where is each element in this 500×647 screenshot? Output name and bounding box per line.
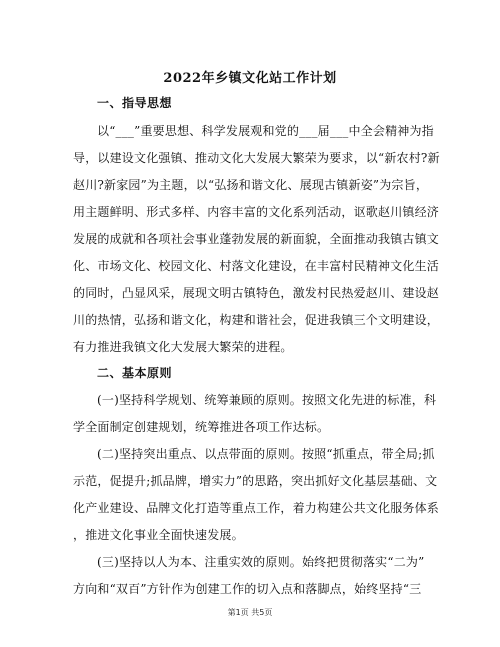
paragraph-line: (三)坚持以人为本、注重实效的原则。始终把贯彻落实“二为” [97,555,425,569]
paragraph-line: (二)坚持突出重点、以点带面的原则。按照“抓重点，带全局;抓 [97,447,435,461]
paragraph-line: ，推进文化事业全面快速发展。 [73,528,244,542]
paragraph-line: 发展的成就和各项社会事业蓬勃发展的新面貌，全面推动我镇古镇文 [73,232,440,246]
paragraph-line: 的同时，凸显风采，展现文明古镇特色，激发村民热爱赵川、建设赵 [73,286,440,300]
paragraph-line: (一)坚持科学规划、统筹兼顾的原则。按照文化先进的标准，科 [97,393,437,407]
section-heading-guiding-ideology: 一、指导思想 [97,96,173,110]
paragraph-line: 示范，促提升;抓品牌，增实力”的思路，突出抓好文化基层基础、文 [73,474,438,488]
paragraph-line: 川的热情，弘扬和谐文化，构建和谐社会，促进我镇三个文明建设， [73,313,440,327]
document-title: 2022年乡镇文化站工作计划 [163,71,337,86]
section-heading-basic-principles: 二、基本原则 [97,366,173,380]
paragraph-line: 用主题鲜明、形式多样、内容丰富的文化系列活动，讴歌赵川镇经济 [73,205,440,219]
paragraph-line: 导，以建设文化强镇、推动文化大发展大繁荣为要求，以“新农村?新 [73,151,440,165]
paragraph-line: 学全面制定创建规划，统筹推进各项工作达标。 [73,420,330,434]
paragraph-line: 有力推进我镇文化大发展大繁荣的进程。 [73,340,293,354]
paragraph-line: 化、市场文化、校园文化、村落文化建设，在丰富村民精神文化生活 [73,259,440,273]
paragraph-line: 以“___”重要思想、科学发展观和党的___届___中全会精神为指 [97,124,434,138]
paragraph-line: 化产业建设、品牌文化打造等重点工作，着力构建公共文化服务体系 [73,501,440,515]
page-footer: 第1页 共5页 [227,608,273,617]
paragraph-line: 方向和“双百”方针作为创建工作的切入点和落脚点，始终坚持“三 [73,582,422,596]
paragraph-line: 赵川?新家园”为主题，以“弘扬和谐文化、展现古镇新姿”为宗旨， [73,178,429,192]
